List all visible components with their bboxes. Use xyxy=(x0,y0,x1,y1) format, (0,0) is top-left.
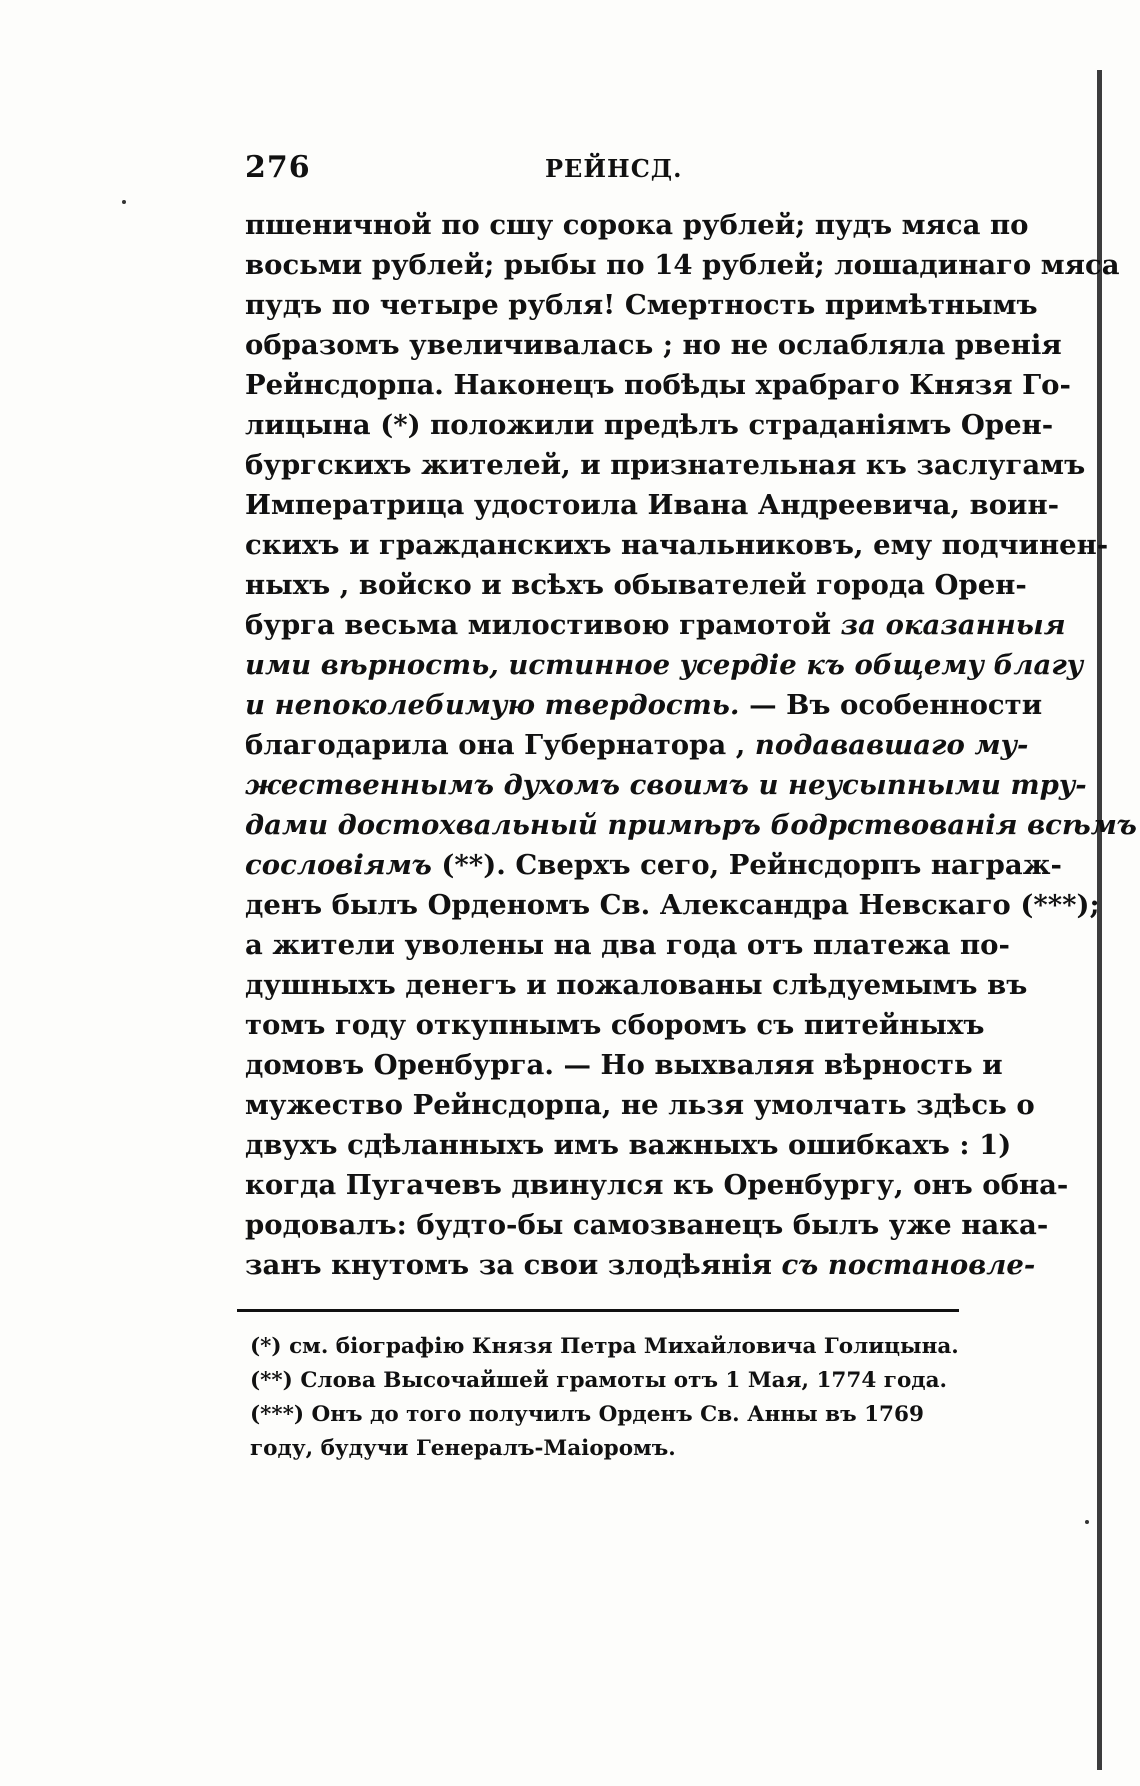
text-line xyxy=(245,645,1084,685)
page-number: 276 xyxy=(245,150,311,185)
italic-text: съ постановле- xyxy=(781,1249,1036,1281)
text-line xyxy=(245,445,1086,485)
text-line xyxy=(245,405,1054,445)
text-line xyxy=(245,205,1029,245)
italic-text: жественнымъ духомъ своимъ и неусыпными тру- xyxy=(245,769,1087,801)
text-run: бургскихъ жителей, и признательная къ заслугамъ xyxy=(245,449,1086,481)
text-line xyxy=(245,365,1071,405)
text-line xyxy=(245,1085,1035,1125)
text-run: двухъ сдѣланныхъ имъ важныхъ ошибкахъ : 1) xyxy=(245,1129,1012,1161)
text-line xyxy=(245,885,1100,925)
text-line xyxy=(245,285,1038,325)
text-line xyxy=(245,565,1027,605)
italic-text: подававшаго му- xyxy=(754,729,1029,761)
page-header xyxy=(245,150,965,190)
footnote-3-continuation: году, будучи Генералъ-Маіоромъ. xyxy=(250,1436,676,1461)
text-line xyxy=(245,725,1029,765)
text-line xyxy=(245,245,1120,285)
text-line xyxy=(245,845,1062,885)
italic-text: дами достохвальный примѣръ бодрствованія всѣмъ xyxy=(245,809,1137,841)
text-run: пшеничной по сшу сорока рублей; пудъ мяса по xyxy=(245,209,1029,241)
text-run: а жители уволены на два года отъ платежа по- xyxy=(245,929,1010,961)
text-line xyxy=(245,765,1087,805)
text-line xyxy=(245,525,1109,565)
text-line xyxy=(245,965,1028,1005)
text-line xyxy=(245,1205,1049,1245)
italic-text: за оказанныя xyxy=(840,609,1066,641)
footnote-3: (***) Онъ до того получилъ Орденъ Св. Анны въ 1769 xyxy=(250,1402,924,1427)
italic-text: ими вѣрность, истинное усердіе къ общему благу xyxy=(245,649,1084,681)
text-line xyxy=(245,605,1066,645)
running-head: РЕЙНСД. xyxy=(545,154,683,183)
text-line xyxy=(245,1045,1003,1085)
text-run: занъ кнутомъ за свои злодѣянія xyxy=(245,1249,782,1281)
italic-text: и непоколебимую твердость. xyxy=(245,689,740,721)
print-speck xyxy=(122,200,126,204)
text-line xyxy=(245,1245,1036,1285)
footnote-1: (*) см. біографію Князя Петра Михайловича Голицына. xyxy=(250,1334,959,1359)
text-run: лицына (*) положили предѣлъ страданіямъ Орен- xyxy=(245,409,1054,441)
text-run: мужество Рейнсдорпа, не льзя умолчать здѣсь о xyxy=(245,1089,1035,1121)
text-run: Рейнсдорпа. Наконецъ побѣды храбраго Князя Го- xyxy=(245,369,1071,401)
text-line xyxy=(245,685,1043,725)
text-run: бурга весьма милостивою грамотой xyxy=(245,609,841,641)
footnote-2: (**) Слова Высочайшей грамоты отъ 1 Мая, 1774 года. xyxy=(250,1368,948,1393)
text-line xyxy=(245,1005,985,1045)
text-run: (**). Сверхъ сего, Рейнсдорпъ награж- xyxy=(431,849,1062,881)
text-run: благодарила она Губернатора , xyxy=(245,729,755,761)
text-run: образомъ увеличивалась ; но не ослабляла рвенія xyxy=(245,329,1062,361)
text-run: родовалъ: будто-бы самозванецъ былъ уже нака- xyxy=(245,1209,1049,1241)
text-run: душныхъ денегъ и пожалованы слѣдуемымъ въ xyxy=(245,969,1028,1001)
text-run: восьми рублей; рыбы по 14 рублей; лошадинаго мяса xyxy=(245,249,1120,281)
text-line xyxy=(245,925,1010,965)
text-line xyxy=(245,485,1059,525)
text-run: пудъ по четыре рубля! Смертность примѣтнымъ xyxy=(245,289,1038,321)
text-run: скихъ и гражданскихъ начальниковъ, ему подчинен- xyxy=(245,529,1109,561)
text-run: ныхъ , войско и всѣхъ обывателей города Орен- xyxy=(245,569,1027,601)
text-line xyxy=(245,1125,1012,1165)
text-line xyxy=(245,1165,1069,1205)
print-speck xyxy=(1085,1520,1089,1524)
text-line xyxy=(245,805,1137,845)
text-run: когда Пугачевъ двинулся къ Оренбургу, онъ обна- xyxy=(245,1169,1069,1201)
italic-text: сословіямъ xyxy=(245,849,432,881)
text-run: домовъ Оренбурга. — Но выхваляя вѣрность и xyxy=(245,1049,1003,1081)
text-run: денъ былъ Орденомъ Св. Александра Невскаго (***); xyxy=(245,889,1100,921)
footnotes xyxy=(250,1330,962,1466)
text-run: — Въ особенности xyxy=(739,689,1043,721)
text-run: Императрица удостоила Ивана Андреевича, воин- xyxy=(245,489,1059,521)
text-run: томъ году откупнымъ сборомъ съ питейныхъ xyxy=(245,1009,985,1041)
text-line xyxy=(245,325,1062,365)
main-text xyxy=(245,205,1137,1285)
footnote-divider xyxy=(237,1309,959,1312)
